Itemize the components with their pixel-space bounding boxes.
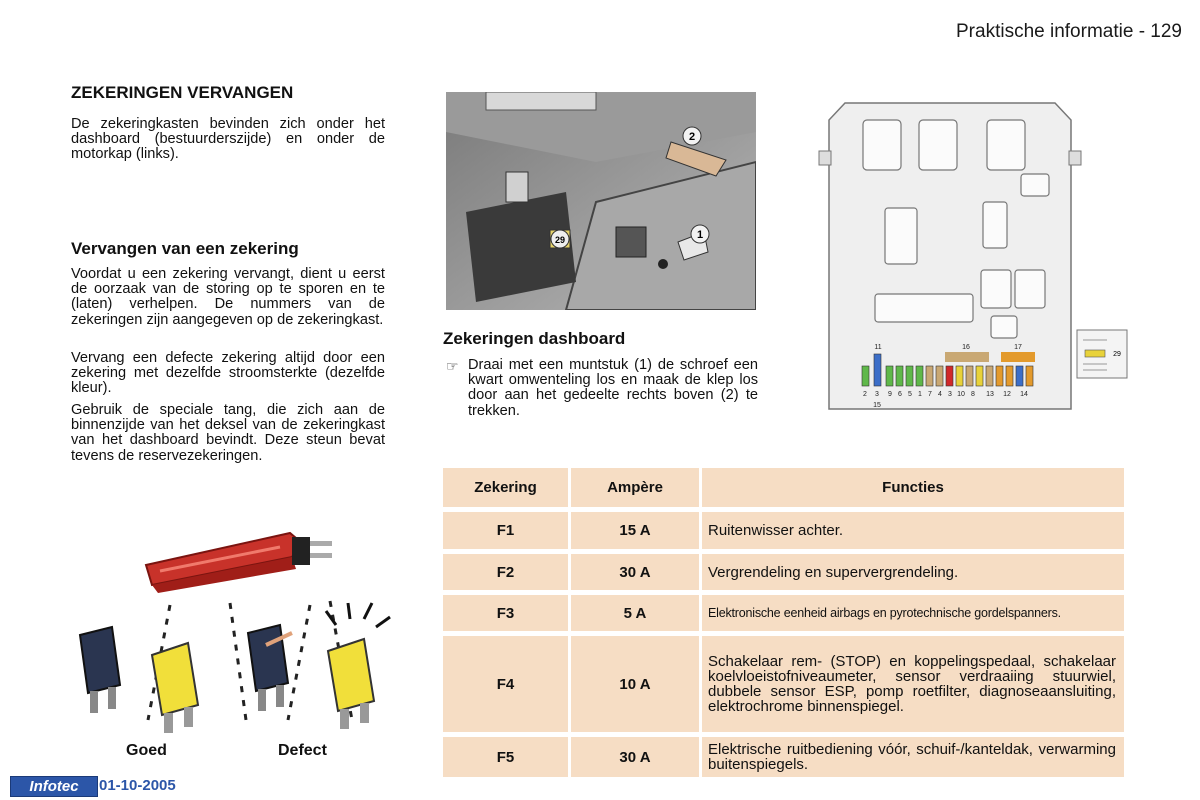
paragraph-1: Voordat u een zekering vervangt, dient u eerst de oorzaak van de storing op te sporen en te (laten) verhelpen. De nummers van de zekeringen zijn aangegeven op de zekeringkast.: [71, 266, 385, 328]
svg-text:4: 4: [938, 391, 942, 398]
fuse-illustration: [60, 515, 400, 737]
ampere-cell: 30 A: [571, 737, 699, 777]
fuse-cell: F4: [443, 636, 568, 732]
fuse-cell: F5: [443, 737, 568, 777]
subtitle-replace-fuse: Vervangen van een zekering: [71, 239, 299, 258]
dashboard-photo: [446, 92, 756, 310]
yellow-fuse-good-icon: [152, 643, 198, 733]
label-16: 16: [962, 344, 970, 351]
svg-text:5: 5: [908, 391, 912, 398]
ampere-cell: 30 A: [571, 554, 699, 590]
yellow-fuse-defect-icon: [326, 603, 390, 729]
instruction-text: Draai met een muntstuk (1) de schroef een kwart omwenteling los en maak de klep los door aan het gedeelte rechts boven (2) te trekken.: [468, 357, 758, 419]
ampere-cell: 5 A: [571, 595, 699, 631]
ampere-cell: 15 A: [571, 512, 699, 549]
infotec-logo: Infotec: [10, 776, 98, 797]
subtitle-dashboard-fuses: Zekeringen dashboard: [443, 329, 626, 348]
paragraph-2: Vervang een defecte zekering altijd door een zekering met dezelfde stroomsterkte (dezelfde kleur).: [71, 350, 385, 397]
svg-text:12: 12: [1003, 391, 1011, 398]
svg-text:6: 6: [898, 391, 902, 398]
svg-text:9: 9: [888, 391, 892, 398]
label-29: 29: [1113, 351, 1121, 358]
function-cell: Elektronische eenheid airbags en pyrotechnische gordelspanners.: [702, 595, 1124, 631]
label-11: 11: [874, 344, 882, 351]
section-title: Praktische informatie: [956, 21, 1134, 42]
paragraph-3: Gebruik de speciale tang, die zich aan de binnenzijde van het deksel van de zekeringkast van het dashboard bevindt. Deze steun bevat tevens de reservezekeringen.: [71, 402, 385, 464]
function-cell: Vergrendeling en supervergrendeling.: [702, 554, 1124, 590]
svg-text:1: 1: [918, 391, 922, 398]
fuse-puller-icon: [146, 533, 332, 593]
table-header-row: [443, 468, 1124, 507]
callout-1-label: 1: [696, 229, 704, 241]
svg-text:8: 8: [971, 391, 975, 398]
blue-fuse-good-icon: [80, 627, 120, 713]
function-cell: Schakelaar rem- (STOP) en koppelingspedaal, schakelaar koelvloeistofniveaumeter, sensor verdraaiing stuurwiel, dubbele sensor ESP, pomp roetfilter, diagnoseaansluiting, elektrochrome binnenspiegel.: [702, 636, 1124, 732]
instruction-bullet: [446, 358, 758, 419]
table-row: [443, 595, 1124, 631]
svg-text:3: 3: [875, 391, 879, 398]
page-number: 129: [1150, 21, 1182, 42]
ampere-cell: 10 A: [571, 636, 699, 732]
caption-good: Goed: [126, 742, 167, 759]
svg-text:15: 15: [873, 402, 881, 409]
caption-defect: Defect: [278, 742, 327, 759]
table-row: [443, 512, 1124, 549]
footer-date: 01-10-2005: [99, 777, 176, 794]
fuse-cell: F2: [443, 554, 568, 590]
svg-text:10: 10: [957, 391, 965, 398]
function-cell: Elektrische ruitbediening vóór, schuif-/kanteldak, verwarming buitenspiegels.: [702, 737, 1124, 777]
callout-2-label: 2: [688, 131, 696, 143]
fuse-cell: F3: [443, 595, 568, 631]
fuse-table: [440, 463, 1127, 782]
page-header: [956, 21, 1182, 43]
column-header-ampere: Ampère: [571, 468, 699, 507]
svg-text:3: 3: [948, 391, 952, 398]
fuse-box-number-label: 29: [554, 235, 566, 245]
function-cell: Ruitenwisser achter.: [702, 512, 1124, 549]
column-header-fuse: Zekering: [443, 468, 568, 507]
svg-text:7: 7: [928, 391, 932, 398]
column-header-functions: Functies: [702, 468, 1124, 507]
pointing-hand-icon: ☞: [446, 358, 459, 374]
svg-text:2: 2: [863, 391, 867, 398]
intro-text: De zekeringkasten bevinden zich onder het dashboard (bestuurderszijde) en onder de motorkap (links).: [71, 116, 385, 163]
page-title: ZEKERINGEN VERVANGEN: [71, 83, 294, 102]
svg-text:14: 14: [1020, 391, 1028, 398]
table-row: [443, 737, 1124, 777]
table-row: [443, 554, 1124, 590]
fuse-cell: F1: [443, 512, 568, 549]
header-separator: -: [1138, 21, 1146, 42]
blue-fuse-defect-icon: [248, 625, 292, 711]
table-row: [443, 636, 1124, 732]
label-17: 17: [1014, 344, 1022, 351]
fuse-box-diagram: [815, 98, 1130, 414]
svg-text:13: 13: [986, 391, 994, 398]
